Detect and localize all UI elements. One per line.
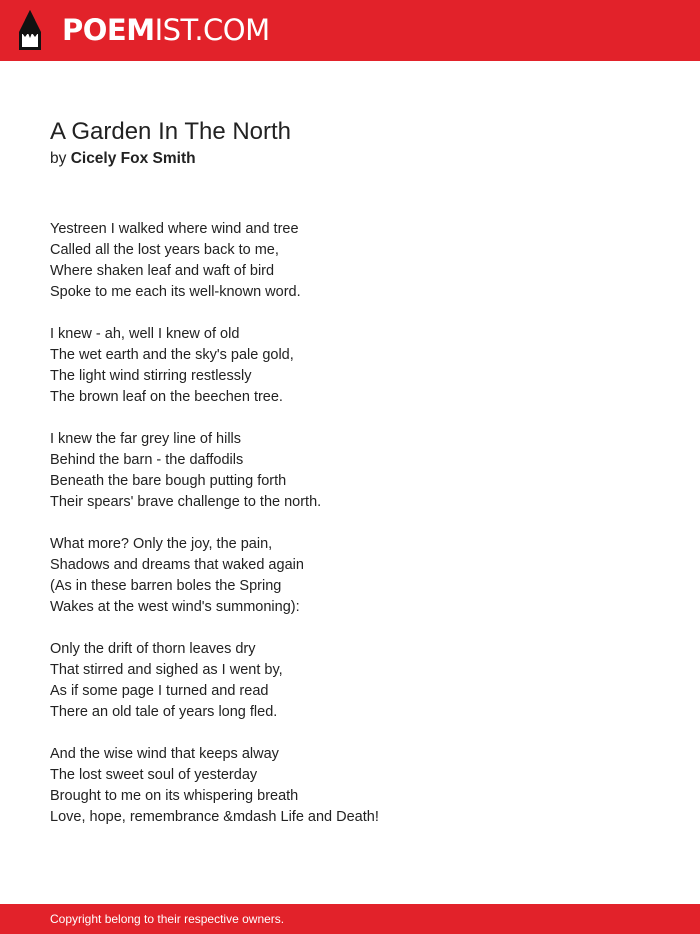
poem-title: A Garden In The North <box>50 118 292 145</box>
poem-line: That stirred and sighed as I went by, <box>50 662 283 678</box>
copyright-text: Copyright belong to their respective owners. <box>50 912 285 926</box>
logo-text-light: IST.COM <box>154 13 270 47</box>
byline-prefix: by <box>50 150 67 167</box>
stanza <box>50 534 650 618</box>
stanza <box>50 219 650 303</box>
poem-line: I knew - ah, well I knew of old <box>50 326 240 342</box>
poem-line: Beneath the bare bough putting forth <box>50 473 287 489</box>
poem-line: Wakes at the west wind's summoning): <box>50 599 300 615</box>
stanza <box>50 744 650 828</box>
poem-line: The lost sweet soul of yesterday <box>50 767 258 783</box>
stanza <box>50 639 650 723</box>
stanza <box>50 429 650 513</box>
poem-line: Called all the lost years back to me, <box>50 242 279 258</box>
poem-line: (As in these barren boles the Spring <box>50 578 282 594</box>
poem-line: Brought to me on its whispering breath <box>50 788 299 804</box>
poem-line: As if some page I turned and read <box>50 683 269 699</box>
pencil-tip-icon[interactable] <box>17 9 43 51</box>
stanza <box>50 324 650 408</box>
poem-line: Spoke to me each its well-known word. <box>50 284 301 300</box>
poem-line: Where shaken leaf and waft of bird <box>50 263 275 279</box>
poem-line: Yestreen I walked where wind and tree <box>50 221 299 237</box>
poem-line: The brown leaf on the beechen tree. <box>50 389 283 405</box>
site-logo[interactable] <box>62 12 270 48</box>
poem-line: Shadows and dreams that waked again <box>50 557 304 573</box>
poem-line: There an old tale of years long fled. <box>50 704 278 720</box>
poem-line: Only the drift of thorn leaves dry <box>50 641 256 657</box>
poem-line: And the wise wind that keeps alway <box>50 746 279 762</box>
poem-line: What more? Only the joy, the pain, <box>50 536 273 552</box>
poem-body <box>50 219 650 849</box>
poem-line: Love, hope, remembrance &mdash Life and Death! <box>50 809 379 825</box>
logo-text-bold: POEM <box>62 13 155 47</box>
byline <box>50 149 196 169</box>
site-header <box>0 0 700 61</box>
poem-line: Behind the barn - the daffodils <box>50 452 244 468</box>
poem-line: Their spears' brave challenge to the north. <box>50 494 322 510</box>
site-footer <box>0 904 700 934</box>
poem-line: The wet earth and the sky's pale gold, <box>50 347 294 363</box>
author-name: Cicely Fox Smith <box>70 150 196 167</box>
poem-line: I knew the far grey line of hills <box>50 431 242 447</box>
poem-line: The light wind stirring restlessly <box>50 368 252 384</box>
